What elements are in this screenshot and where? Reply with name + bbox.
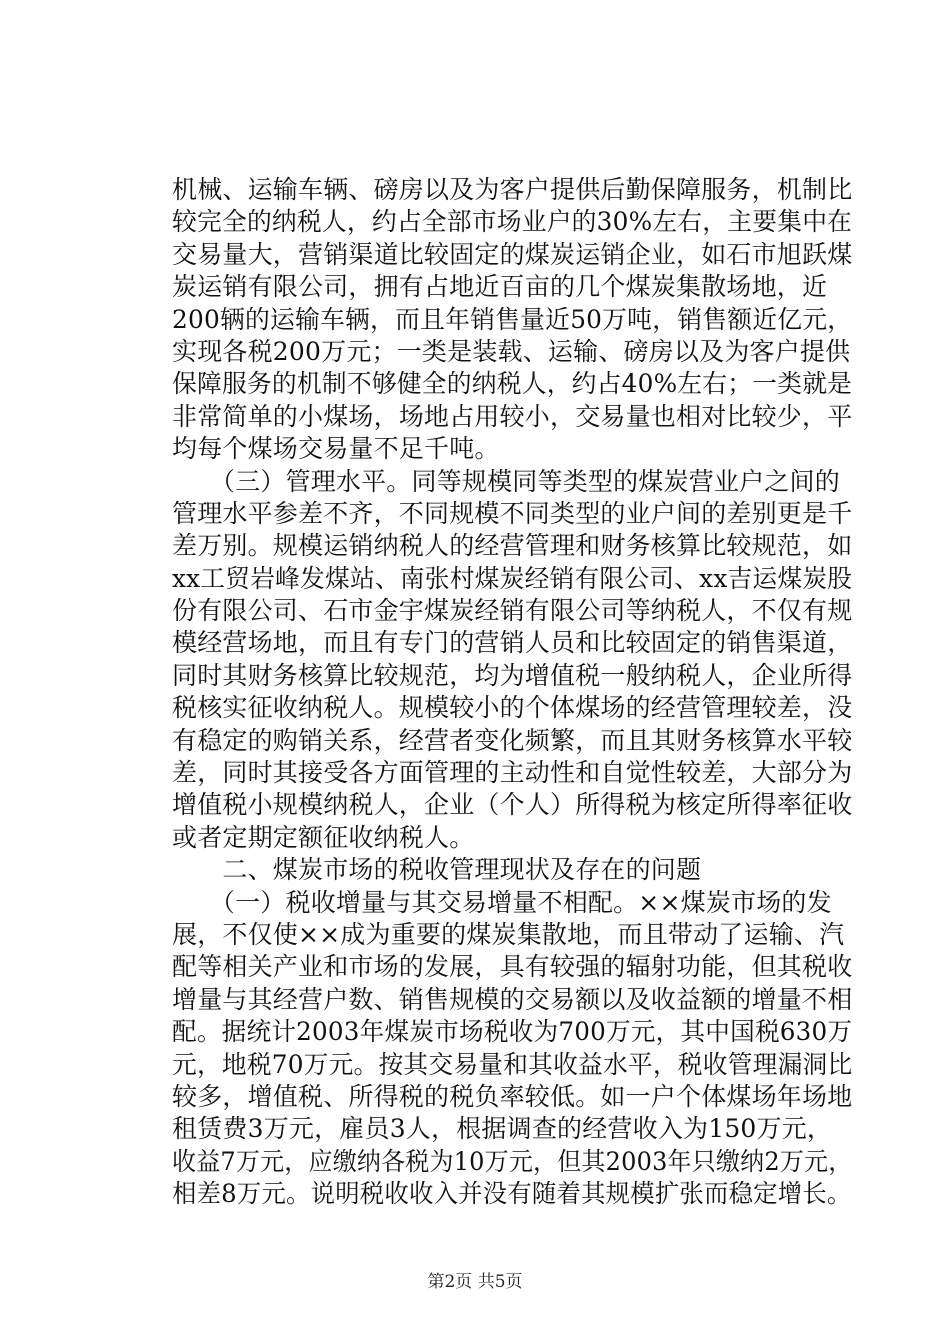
document-body xyxy=(172,174,852,1211)
text-line: xx工贸岩峰发煤站、南张村煤炭经销有限公司、xx吉运煤炭股 xyxy=(172,563,853,593)
text-line: 保障服务的机制不够健全的纳税人，约占40%左右；一类就是 xyxy=(172,369,853,399)
page-footer: 第2页 共5页 xyxy=(427,1272,523,1292)
text-line: 较多，增值税、所得税的税负率较低。如一户个体煤场年场地 xyxy=(172,1081,853,1111)
text-line: 租赁费3万元，雇员3人，根据调查的经营收入为150万元， xyxy=(172,1114,833,1144)
text-line: 管理水平参差不齐，不同规模不同类型的业户间的差别更是千 xyxy=(172,498,853,528)
text-line: 均每个煤场交易量不足千吨。 xyxy=(172,434,500,464)
text-line: 交易量大，营销渠道比较固定的煤炭运销企业，如石市旭跃煤 xyxy=(172,239,853,269)
text-line: 非常简单的小煤场，场地占用较小，交易量也相对比较少，平 xyxy=(172,401,853,431)
text-line: 元，地税70万元。按其交易量和其收益水平，税收管理漏洞比 xyxy=(172,1049,853,1079)
text-line: 份有限公司、石市金宇煤炭经销有限公司等纳税人，不仅有规 xyxy=(172,596,853,626)
text-line: 展，不仅使××成为重要的煤炭集散地，而且带动了运输、汽 xyxy=(172,919,845,949)
text-line: 同时其财务核算比较规范，均为增值税一般纳税人，企业所得 xyxy=(172,660,853,690)
text-line: 模经营场地，而且有专门的营销人员和比较固定的销售渠道， xyxy=(172,628,853,658)
text-line: 差，同时其接受各方面管理的主动性和自觉性较差，大部分为 xyxy=(172,758,853,788)
text-line: 差万别。规模运销纳税人的经营管理和财务核算比较规范，如 xyxy=(172,531,853,561)
text-line: 炭运销有限公司，拥有占地近百亩的几个煤炭集散场地，近 xyxy=(172,272,828,302)
text-line: 有稳定的购销关系，经营者变化频繁，而且其财务核算水平较 xyxy=(172,725,853,755)
text-line: 机械、运输车辆、磅房以及为客户提供后勤保障服务，机制比 xyxy=(172,175,853,204)
text-line: 或者定期定额征收纳税人。 xyxy=(172,822,475,852)
text-line: 较完全的纳税人，约占全部市场业户的30%左右，主要集中在 xyxy=(172,207,853,237)
text-line: 相差8万元。说明税收收入并没有随着其规模扩张而稳定增长。 xyxy=(172,1179,852,1209)
text-line: 收益7万元，应缴纳各税为10万元，但其2003年只缴纳2万元， xyxy=(172,1146,853,1176)
text-line: 增量与其经营户数、销售规模的交易额以及收益额的增量不相 xyxy=(172,984,853,1014)
text-line: 200辆的运输车辆，而且年销售量近50万吨，销售额近亿元， xyxy=(172,304,853,334)
text-line: 配等相关产业和市场的发展，具有较强的辐射功能，但其税收 xyxy=(172,952,853,982)
text-line: （一）税收增量与其交易增量不相配。××煤炭市场的发 xyxy=(172,887,832,917)
text-line: 二、煤炭市场的税收管理现状及存在的问题 xyxy=(172,855,702,885)
text-line: 实现各税200万元；一类是装载、运输、磅房以及为客户提供 xyxy=(172,336,851,366)
text-line: 增值税小规模纳税人，企业（个人）所得税为核定所得率征收 xyxy=(172,790,853,820)
text-line: 配。据统计2003年煤炭市场税收为700万元，其中国税630万 xyxy=(172,1017,853,1047)
text-line: 税核实征收纳税人。规模较小的个体煤场的经营管理较差，没 xyxy=(172,693,853,723)
text-line: （三）管理水平。同等规模同等类型的煤炭营业户之间的 xyxy=(172,466,840,496)
